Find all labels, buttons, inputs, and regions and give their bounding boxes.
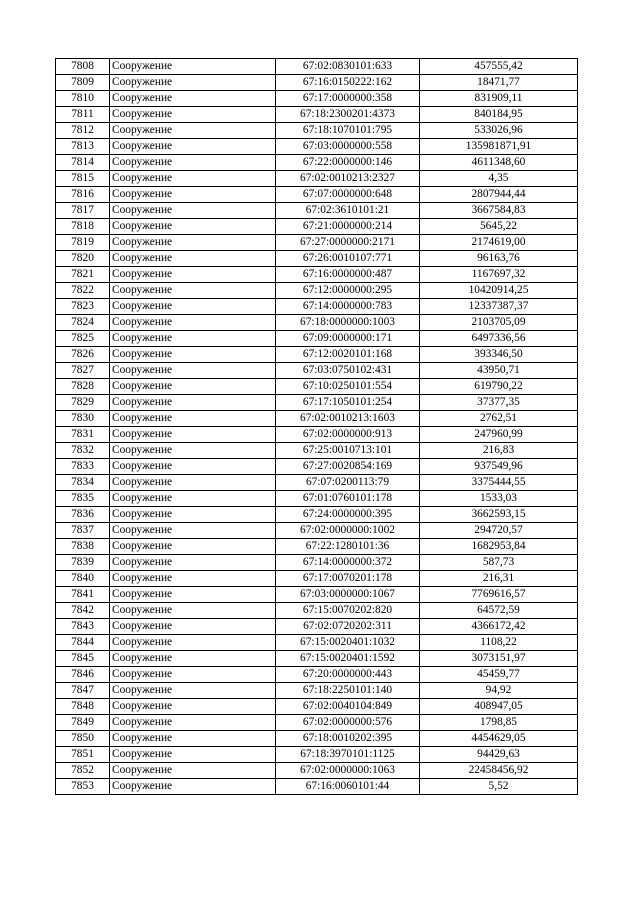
row-number-cell: 7814 — [56, 155, 110, 171]
cadastral-value-cell: 619790,22 — [420, 379, 578, 395]
object-type-cell: Сооружение — [110, 475, 276, 491]
cadastral-number-cell: 67:02:0000000:1063 — [276, 763, 420, 779]
row-number-cell: 7837 — [56, 523, 110, 539]
cadastral-number-cell: 67:07:0200113:79 — [276, 475, 420, 491]
row-number-cell: 7851 — [56, 747, 110, 763]
cadastral-number-cell: 67:03:0750102:431 — [276, 363, 420, 379]
object-type-cell: Сооружение — [110, 59, 276, 75]
row-number-cell: 7819 — [56, 235, 110, 251]
row-number-cell: 7816 — [56, 187, 110, 203]
cadastral-value-cell: 937549,96 — [420, 459, 578, 475]
row-number-cell: 7820 — [56, 251, 110, 267]
object-type-cell: Сооружение — [110, 299, 276, 315]
cadastral-number-cell: 67:22:1280101:36 — [276, 539, 420, 555]
row-number-cell: 7835 — [56, 491, 110, 507]
cadastral-value-cell: 247960,99 — [420, 427, 578, 443]
row-number-cell: 7839 — [56, 555, 110, 571]
object-type-cell: Сооружение — [110, 635, 276, 651]
table-row — [56, 603, 578, 619]
cadastral-value-cell: 18471,77 — [420, 75, 578, 91]
table-row — [56, 459, 578, 475]
cadastral-number-cell: 67:02:0720202:311 — [276, 619, 420, 635]
cadastral-value-cell: 5,52 — [420, 779, 578, 795]
cadastral-number-cell: 67:27:0000000:2171 — [276, 235, 420, 251]
table-row — [56, 507, 578, 523]
table-row — [56, 571, 578, 587]
cadastral-value-cell: 2103705,09 — [420, 315, 578, 331]
row-number-cell: 7813 — [56, 139, 110, 155]
table-row — [56, 443, 578, 459]
cadastral-number-cell: 67:01:0760101:178 — [276, 491, 420, 507]
cadastral-number-cell: 67:12:0000000:295 — [276, 283, 420, 299]
cadastral-number-cell: 67:16:0150222:162 — [276, 75, 420, 91]
cadastral-number-cell: 67:24:0000000:395 — [276, 507, 420, 523]
cadastral-value-cell: 4,35 — [420, 171, 578, 187]
row-number-cell: 7846 — [56, 667, 110, 683]
cadastral-number-cell: 67:03:0000000:1067 — [276, 587, 420, 603]
cadastral-value-cell: 393346,50 — [420, 347, 578, 363]
table-row — [56, 75, 578, 91]
object-type-cell: Сооружение — [110, 619, 276, 635]
row-number-cell: 7848 — [56, 699, 110, 715]
cadastral-number-cell: 67:12:0020101:168 — [276, 347, 420, 363]
cadastral-number-cell: 67:27:0020854:169 — [276, 459, 420, 475]
cadastral-value-cell: 22458456,92 — [420, 763, 578, 779]
row-number-cell: 7845 — [56, 651, 110, 667]
table-row — [56, 187, 578, 203]
table-row — [56, 267, 578, 283]
cadastral-number-cell: 67:14:0000000:783 — [276, 299, 420, 315]
cadastral-value-cell: 5645,22 — [420, 219, 578, 235]
cadastral-number-cell: 67:02:3610101:21 — [276, 203, 420, 219]
object-type-cell: Сооружение — [110, 411, 276, 427]
object-type-cell: Сооружение — [110, 139, 276, 155]
cadastral-number-cell: 67:09:0000000:171 — [276, 331, 420, 347]
row-number-cell: 7811 — [56, 107, 110, 123]
object-type-cell: Сооружение — [110, 123, 276, 139]
cadastral-number-cell: 67:18:1070101:795 — [276, 123, 420, 139]
row-number-cell: 7831 — [56, 427, 110, 443]
table-row — [56, 203, 578, 219]
object-type-cell: Сооружение — [110, 779, 276, 795]
object-type-cell: Сооружение — [110, 443, 276, 459]
cadastral-number-cell: 67:02:0000000:576 — [276, 715, 420, 731]
cadastral-number-cell: 67:26:0010107:771 — [276, 251, 420, 267]
object-type-cell: Сооружение — [110, 171, 276, 187]
row-number-cell: 7852 — [56, 763, 110, 779]
table-row — [56, 155, 578, 171]
cadastral-value-cell: 64572,59 — [420, 603, 578, 619]
table-row — [56, 379, 578, 395]
cadastral-value-cell: 3073151,97 — [420, 651, 578, 667]
row-number-cell: 7822 — [56, 283, 110, 299]
object-type-cell: Сооружение — [110, 347, 276, 363]
row-number-cell: 7827 — [56, 363, 110, 379]
table-row — [56, 107, 578, 123]
cadastral-value-cell: 840184,95 — [420, 107, 578, 123]
object-type-cell: Сооружение — [110, 699, 276, 715]
table-row — [56, 299, 578, 315]
table-row — [56, 555, 578, 571]
table-row — [56, 699, 578, 715]
object-type-cell: Сооружение — [110, 91, 276, 107]
cadastral-value-cell: 1108,22 — [420, 635, 578, 651]
row-number-cell: 7830 — [56, 411, 110, 427]
object-type-cell: Сооружение — [110, 459, 276, 475]
row-number-cell: 7812 — [56, 123, 110, 139]
table-row — [56, 283, 578, 299]
row-number-cell: 7810 — [56, 91, 110, 107]
cadastral-value-cell: 10420914,25 — [420, 283, 578, 299]
row-number-cell: 7842 — [56, 603, 110, 619]
row-number-cell: 7832 — [56, 443, 110, 459]
cadastral-value-cell: 94,92 — [420, 683, 578, 699]
table-row — [56, 235, 578, 251]
cadastral-value-cell: 457555,42 — [420, 59, 578, 75]
cadastral-value-cell: 533026,96 — [420, 123, 578, 139]
cadastral-number-cell: 67:02:0000000:1002 — [276, 523, 420, 539]
cadastral-number-cell: 67:16:0060101:44 — [276, 779, 420, 795]
cadastral-value-cell: 94429,63 — [420, 747, 578, 763]
cadastral-value-cell: 3667584,83 — [420, 203, 578, 219]
object-type-cell: Сооружение — [110, 107, 276, 123]
cadastral-value-cell: 831909,11 — [420, 91, 578, 107]
object-type-cell: Сооружение — [110, 507, 276, 523]
object-type-cell: Сооружение — [110, 731, 276, 747]
table-row — [56, 139, 578, 155]
row-number-cell: 7821 — [56, 267, 110, 283]
cadastral-value-cell: 3662593,15 — [420, 507, 578, 523]
cadastral-number-cell: 67:02:0010213:1603 — [276, 411, 420, 427]
table-row — [56, 315, 578, 331]
row-number-cell: 7836 — [56, 507, 110, 523]
cadastral-value-cell: 2762,51 — [420, 411, 578, 427]
table-row — [56, 523, 578, 539]
table-row — [56, 395, 578, 411]
object-type-cell: Сооружение — [110, 491, 276, 507]
table-row — [56, 411, 578, 427]
cadastral-number-cell: 67:22:0000000:146 — [276, 155, 420, 171]
table-row — [56, 347, 578, 363]
table-row — [56, 251, 578, 267]
table-row — [56, 59, 578, 75]
row-number-cell: 7817 — [56, 203, 110, 219]
table-row — [56, 171, 578, 187]
table-row — [56, 539, 578, 555]
table-row — [56, 651, 578, 667]
cadastral-number-cell: 67:21:0000000:214 — [276, 219, 420, 235]
object-type-cell: Сооружение — [110, 395, 276, 411]
cadastral-value-cell: 587,73 — [420, 555, 578, 571]
cadastral-value-cell: 7769616,57 — [420, 587, 578, 603]
cadastral-value-cell: 37377,35 — [420, 395, 578, 411]
object-type-cell: Сооружение — [110, 379, 276, 395]
row-number-cell: 7823 — [56, 299, 110, 315]
object-type-cell: Сооружение — [110, 267, 276, 283]
cadastral-number-cell: 67:07:0000000:648 — [276, 187, 420, 203]
row-number-cell: 7853 — [56, 779, 110, 795]
cadastral-value-cell: 135981871,91 — [420, 139, 578, 155]
cadastral-value-cell: 4611348,60 — [420, 155, 578, 171]
cadastral-value-cell: 12337387,37 — [420, 299, 578, 315]
object-type-cell: Сооружение — [110, 75, 276, 91]
row-number-cell: 7826 — [56, 347, 110, 363]
cadastral-value-cell: 1798,85 — [420, 715, 578, 731]
table-row — [56, 683, 578, 699]
table-row — [56, 123, 578, 139]
object-type-cell: Сооружение — [110, 283, 276, 299]
row-number-cell: 7824 — [56, 315, 110, 331]
cadastral-number-cell: 67:02:0010213:2327 — [276, 171, 420, 187]
table-row — [56, 491, 578, 507]
cadastral-value-cell: 2807944,44 — [420, 187, 578, 203]
object-type-cell: Сооружение — [110, 747, 276, 763]
object-type-cell: Сооружение — [110, 523, 276, 539]
table-row — [56, 779, 578, 795]
table-row — [56, 587, 578, 603]
table-row — [56, 635, 578, 651]
row-number-cell: 7834 — [56, 475, 110, 491]
row-number-cell: 7818 — [56, 219, 110, 235]
row-number-cell: 7808 — [56, 59, 110, 75]
cadastral-value-cell: 2174619,00 — [420, 235, 578, 251]
row-number-cell: 7850 — [56, 731, 110, 747]
cadastral-value-cell: 43950,71 — [420, 363, 578, 379]
object-type-cell: Сооружение — [110, 683, 276, 699]
property-table-body — [56, 59, 578, 795]
object-type-cell: Сооружение — [110, 539, 276, 555]
row-number-cell: 7844 — [56, 635, 110, 651]
cadastral-number-cell: 67:14:0000000:372 — [276, 555, 420, 571]
cadastral-value-cell: 294720,57 — [420, 523, 578, 539]
object-type-cell: Сооружение — [110, 331, 276, 347]
cadastral-value-cell: 96163,76 — [420, 251, 578, 267]
table-row — [56, 731, 578, 747]
cadastral-number-cell: 67:03:0000000:558 — [276, 139, 420, 155]
object-type-cell: Сооружение — [110, 603, 276, 619]
object-type-cell: Сооружение — [110, 315, 276, 331]
cadastral-number-cell: 67:15:0070202:820 — [276, 603, 420, 619]
cadastral-number-cell: 67:18:0000000:1003 — [276, 315, 420, 331]
row-number-cell: 7841 — [56, 587, 110, 603]
row-number-cell: 7843 — [56, 619, 110, 635]
object-type-cell: Сооружение — [110, 187, 276, 203]
table-row — [56, 619, 578, 635]
row-number-cell: 7809 — [56, 75, 110, 91]
object-type-cell: Сооружение — [110, 203, 276, 219]
cadastral-number-cell: 67:25:0010713:101 — [276, 443, 420, 459]
table-row — [56, 715, 578, 731]
object-type-cell: Сооружение — [110, 715, 276, 731]
object-type-cell: Сооружение — [110, 235, 276, 251]
cadastral-number-cell: 67:18:3970101:1125 — [276, 747, 420, 763]
cadastral-value-cell: 216,83 — [420, 443, 578, 459]
table-row — [56, 219, 578, 235]
table-row — [56, 363, 578, 379]
cadastral-value-cell: 1682953,84 — [420, 539, 578, 555]
table-row — [56, 427, 578, 443]
cadastral-value-cell: 3375444,55 — [420, 475, 578, 491]
row-number-cell: 7838 — [56, 539, 110, 555]
row-number-cell: 7815 — [56, 171, 110, 187]
object-type-cell: Сооружение — [110, 219, 276, 235]
cadastral-number-cell: 67:15:0020401:1032 — [276, 635, 420, 651]
cadastral-number-cell: 67:16:0000000:487 — [276, 267, 420, 283]
object-type-cell: Сооружение — [110, 587, 276, 603]
row-number-cell: 7847 — [56, 683, 110, 699]
object-type-cell: Сооружение — [110, 667, 276, 683]
cadastral-value-cell: 216,31 — [420, 571, 578, 587]
property-table — [55, 58, 578, 795]
cadastral-number-cell: 67:15:0020401:1592 — [276, 651, 420, 667]
row-number-cell: 7825 — [56, 331, 110, 347]
table-row — [56, 667, 578, 683]
cadastral-value-cell: 4366172,42 — [420, 619, 578, 635]
row-number-cell: 7840 — [56, 571, 110, 587]
cadastral-number-cell: 67:17:0000000:358 — [276, 91, 420, 107]
cadastral-number-cell: 67:20:0000000:443 — [276, 667, 420, 683]
object-type-cell: Сооружение — [110, 363, 276, 379]
cadastral-value-cell: 1533,03 — [420, 491, 578, 507]
cadastral-value-cell: 408947,05 — [420, 699, 578, 715]
cadastral-number-cell: 67:02:0830101:633 — [276, 59, 420, 75]
row-number-cell: 7829 — [56, 395, 110, 411]
object-type-cell: Сооружение — [110, 651, 276, 667]
object-type-cell: Сооружение — [110, 763, 276, 779]
table-row — [56, 747, 578, 763]
table-row — [56, 763, 578, 779]
cadastral-number-cell: 67:17:1050101:254 — [276, 395, 420, 411]
cadastral-value-cell: 1167697,32 — [420, 267, 578, 283]
object-type-cell: Сооружение — [110, 555, 276, 571]
object-type-cell: Сооружение — [110, 251, 276, 267]
cadastral-number-cell: 67:10:0250101:554 — [276, 379, 420, 395]
cadastral-value-cell: 6497336,56 — [420, 331, 578, 347]
cadastral-value-cell: 4454629,05 — [420, 731, 578, 747]
cadastral-number-cell: 67:17:0070201:178 — [276, 571, 420, 587]
cadastral-value-cell: 45459,77 — [420, 667, 578, 683]
row-number-cell: 7828 — [56, 379, 110, 395]
object-type-cell: Сооружение — [110, 571, 276, 587]
row-number-cell: 7849 — [56, 715, 110, 731]
object-type-cell: Сооружение — [110, 427, 276, 443]
table-row — [56, 91, 578, 107]
row-number-cell: 7833 — [56, 459, 110, 475]
table-row — [56, 331, 578, 347]
cadastral-number-cell: 67:02:0000000:913 — [276, 427, 420, 443]
cadastral-number-cell: 67:18:2250101:140 — [276, 683, 420, 699]
cadastral-number-cell: 67:18:2300201:4373 — [276, 107, 420, 123]
cadastral-number-cell: 67:18:0010202:395 — [276, 731, 420, 747]
cadastral-number-cell: 67:02:0040104:849 — [276, 699, 420, 715]
table-row — [56, 475, 578, 491]
object-type-cell: Сооружение — [110, 155, 276, 171]
